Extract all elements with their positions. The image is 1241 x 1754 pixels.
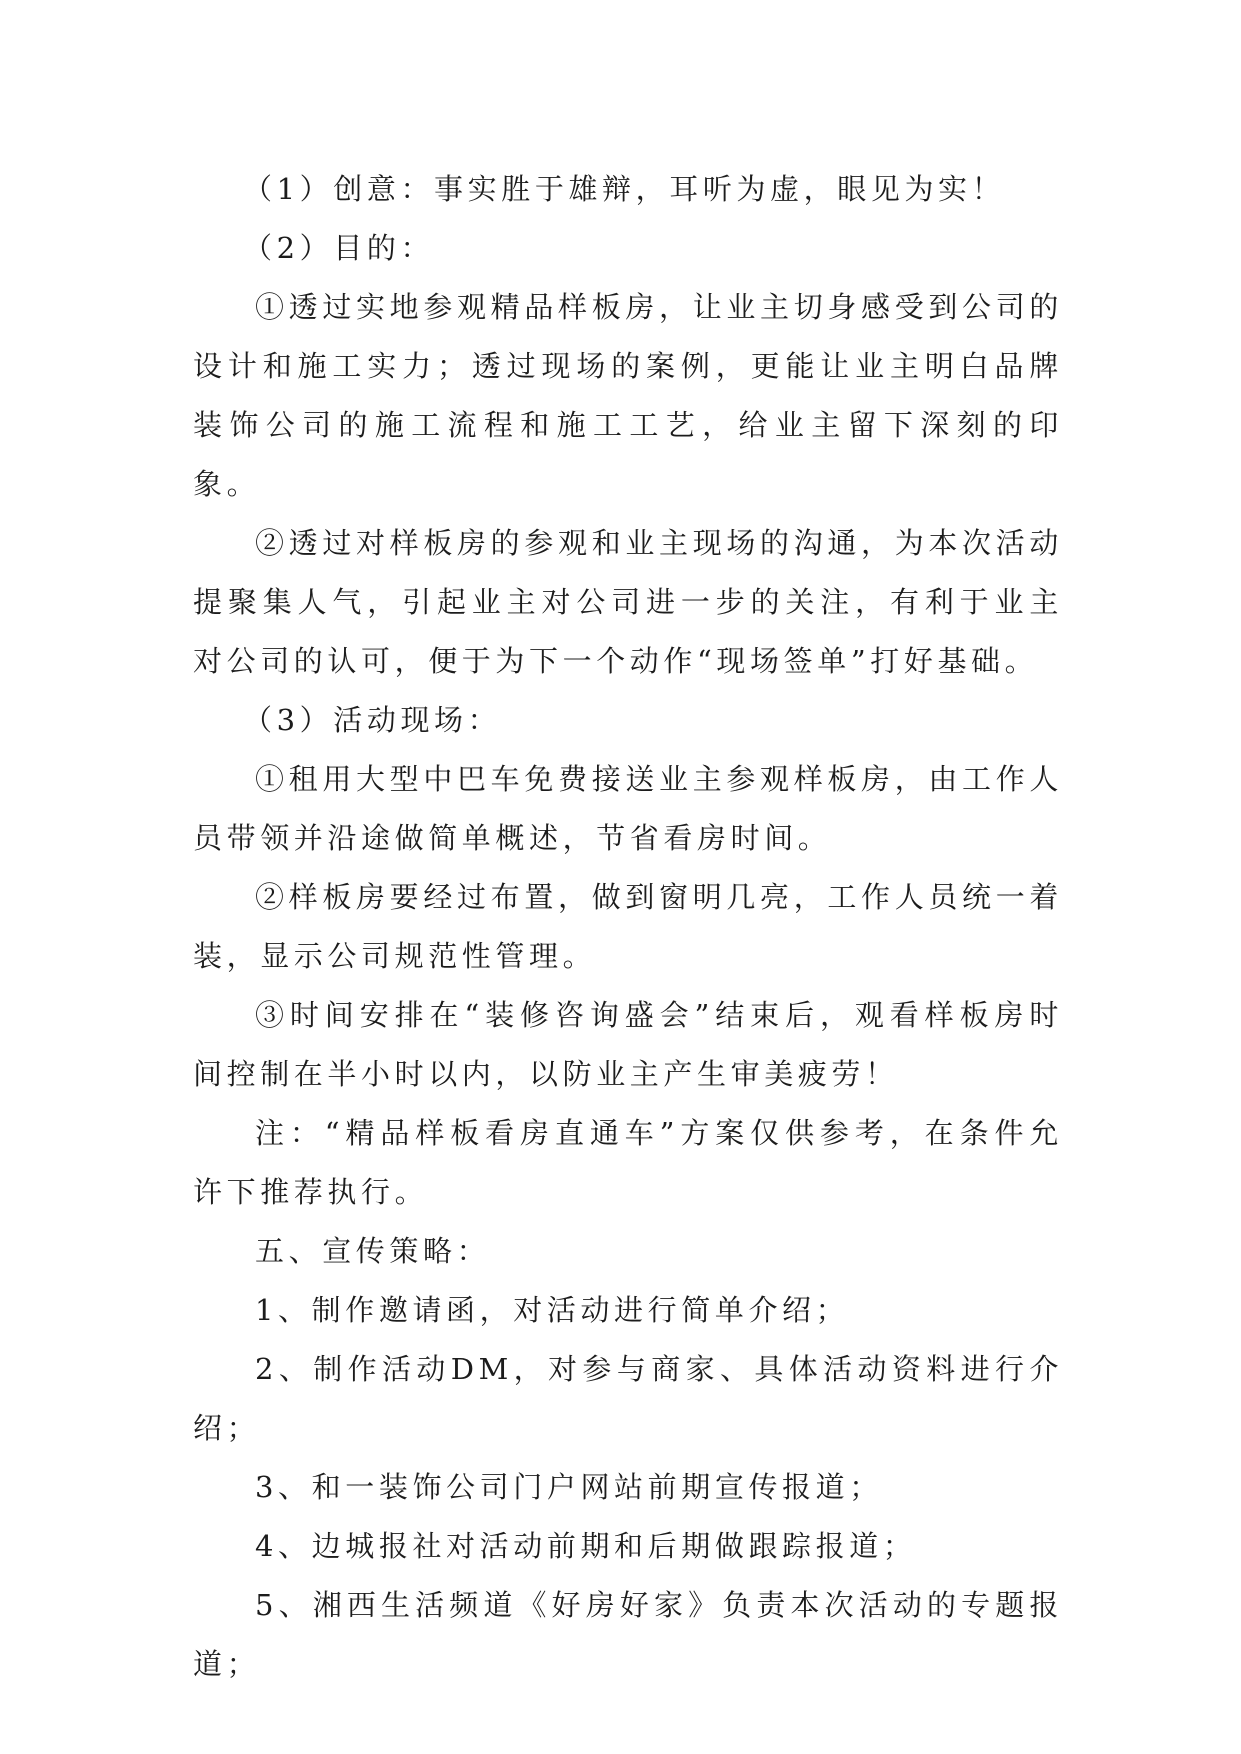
paragraph-purpose-1: ①透过实地参观精品样板房，让业主切身感受到公司的设计和施工实力；透过现场的案例，更能让业主明白品牌装饰公司的施工流程和施工工艺，给业主留下深刻的印象。 <box>193 290 1063 501</box>
publicity-item-3: 3、和一装饰公司门户网站前期宣传报道； <box>255 1470 883 1504</box>
paragraph-venue-1: ①租用大型中巴车免费接送业主参观样板房，由工作人员带领并沿途做简单概述，节省看房时间。 <box>193 762 1063 855</box>
paragraph-venue-2: ②样板房要经过布置，做到窗明几亮，工作人员统一着装，显示公司规范性管理。 <box>193 880 1063 973</box>
publicity-item-2: 2、制作活动DM，对参与商家、具体活动资料进行介绍； <box>193 1352 1063 1445</box>
paragraph-venue-heading: （3）活动现场： <box>243 703 502 737</box>
document-body <box>193 160 1063 1694</box>
section-heading-publicity: 五、宣传策略： <box>255 1234 491 1268</box>
publicity-item-5: 5、湘西生活频道《好房好家》负责本次活动的专题报道； <box>193 1588 1063 1681</box>
paragraph-note: 注：“精品样板看房直通车”方案仅供参考，在条件允许下推荐执行。 <box>193 1116 1063 1209</box>
paragraph-creativity: （1）创意：事实胜于雄辩，耳听为虚，眼见为实！ <box>243 172 1006 206</box>
paragraph-purpose-2: ②透过对样板房的参观和业主现场的沟通，为本次活动提聚集人气，引起业主对公司进一步的关注，有利于业主对公司的认可，便于为下一个动作“现场签单”打好基础。 <box>193 526 1063 678</box>
paragraph-purpose-heading: （2）目的： <box>243 231 435 265</box>
publicity-item-1: 1、制作邀请函，对活动进行简单介绍； <box>255 1293 850 1327</box>
publicity-item-4: 4、边城报社对活动前期和后期做跟踪报道； <box>255 1529 917 1563</box>
paragraph-venue-3: ③时间安排在“装修咨询盛会”结束后，观看样板房时间控制在半小时以内，以防业主产生审美疲劳！ <box>193 998 1063 1091</box>
